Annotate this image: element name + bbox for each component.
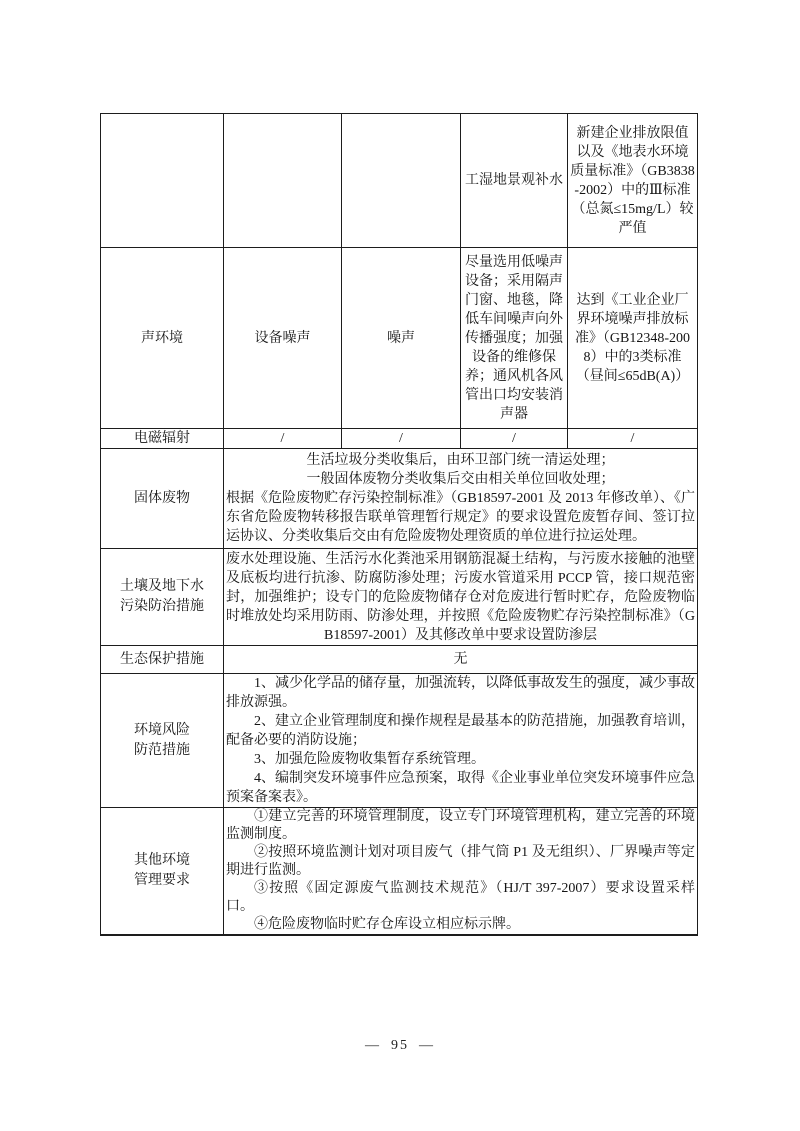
cell-noise-source: 设备噪声: [224, 248, 342, 429]
page-number-value: 95: [391, 1038, 409, 1053]
cell-solid-waste-label: 固体废物: [101, 449, 224, 549]
cell-other-label: [101, 808, 224, 936]
risk-item-2: 2、建立企业管理制度和操作规程是最基本的防范措施，加强教育培训，配备必要的消防设施；: [226, 714, 695, 748]
row-water-continuation: [101, 114, 698, 248]
cell-other-measures: [224, 808, 698, 936]
cell-solid-waste-measures: [224, 449, 698, 549]
row-ecology: [101, 646, 698, 674]
other-item-3: ③按照《固定源废气监测技术规范》（HJ/T 397-2007）要求设置采样口。: [226, 881, 695, 914]
row-risk-prevention: [101, 674, 698, 808]
page-number: [0, 1038, 800, 1054]
cell-emf-slash-1: /: [224, 429, 342, 449]
cell-noise-label: 声环境: [101, 248, 224, 429]
cell-ecology-content: 无: [224, 646, 698, 674]
other-item-2: ②按照环境监测计划对项目废气（排气筒 P1 及无组织）、厂界噪声等定期进行监测。: [226, 845, 695, 878]
row-solid-waste: [101, 449, 698, 549]
cell-water-reuse: 工湿地景观补水: [461, 114, 568, 248]
row-soil-groundwater: [101, 549, 698, 646]
cell-ecology-label: 生态保护措施: [101, 646, 224, 674]
solid-waste-paragraph-2: 一般固体废物分类收集后交由相关单位回收处理；: [306, 472, 615, 487]
solid-waste-paragraph-1: 生活垃圾分类收集后，由环卫部门统一清运处理；: [306, 453, 615, 468]
risk-item-1: 1、减少化学品的储存量，加强流转，以降低事故发生的强度，减少事故排放源强。: [226, 676, 695, 710]
other-label-text: 其他环境管理要求: [134, 853, 190, 888]
cell-noise-measure: 尽量选用低噪声设备；采用隔声门窗、地毯，降低车间噪声向外传播强度；加强设备的维修保养；通风机各风管出口均安装消声器: [461, 248, 568, 429]
cell-soil-groundwater-label: [101, 549, 224, 646]
cell-noise-standard: 达到《工业企业厂界环境噪声排放标准》（GB12348-2008）中的3类标准（昼间≤65dB(A)）: [568, 248, 698, 429]
cell-empty-1: [101, 114, 224, 248]
row-noise: [101, 248, 698, 429]
solid-waste-paragraph-3: 根据《危险废物贮存污染控制标准》（GB18597-2001 及 2013 年修改单）、《广东省危险废物转移报告联单管理暂行规定》的要求设置危废暂存间、签订拉运协议、分类收集后交由有危险废物处理资质的单位进行拉运处理。: [226, 491, 695, 544]
page-number-dash-right: —: [419, 1038, 435, 1053]
row-emf: [101, 429, 698, 449]
cell-emf-slash-4: /: [568, 429, 698, 449]
risk-label-text: 环境风险防范措施: [134, 722, 190, 758]
page-number-dash-left: —: [365, 1038, 381, 1053]
risk-item-4: 4、编制突发环境事件应急预案，取得《企业事业单位突发环境事件应急预案备案表》。: [226, 771, 695, 805]
cell-empty-2: [224, 114, 342, 248]
cell-water-standard: 新建企业排放限值以及《地表水环境质量标准》（GB3838-2002）中的Ⅲ标准（总氮≤15mg/L）较严值: [568, 114, 698, 248]
cell-empty-3: [342, 114, 461, 248]
other-item-4: ④危险废物临时贮存仓库设立相应标示牌。: [254, 917, 520, 932]
risk-item-3: 3、加强危险废物收集暂存系统管理。: [254, 752, 485, 767]
cell-risk-measures: [224, 674, 698, 808]
cell-emf-slash-3: /: [461, 429, 568, 449]
soil-groundwater-paragraph: 废水处理设施、生活污水化粪池采用钢筋混凝土结构，与污废水接触的池壁及底板均进行抗渗、防腐防渗处理；污废水管道采用 PCCP 管，接口规范密封，加强维护；设专门的危险废物储存仓对危废进行暂时贮存，危险废物临时堆放处均采用防雨、防渗处理，并按照《危险废物贮存污染控制标准》（GB18597-2001）及其修改单中要求设置防渗层: [226, 551, 695, 643]
cell-emf-label: 电磁辐射: [101, 429, 224, 449]
row-other-requirements: [101, 808, 698, 936]
cell-risk-label: [101, 674, 224, 808]
eia-measures-table: [100, 113, 698, 936]
cell-emf-slash-2: /: [342, 429, 461, 449]
cell-noise-pollutant: 噪声: [342, 248, 461, 429]
soil-groundwater-label-text: 土壤及地下水污染防治措施: [120, 579, 204, 614]
cell-soil-groundwater-measures: [224, 549, 698, 646]
other-item-1: ①建立完善的环境管理制度，设立专门环境管理机构，建立完善的环境监测制度。: [226, 809, 695, 842]
